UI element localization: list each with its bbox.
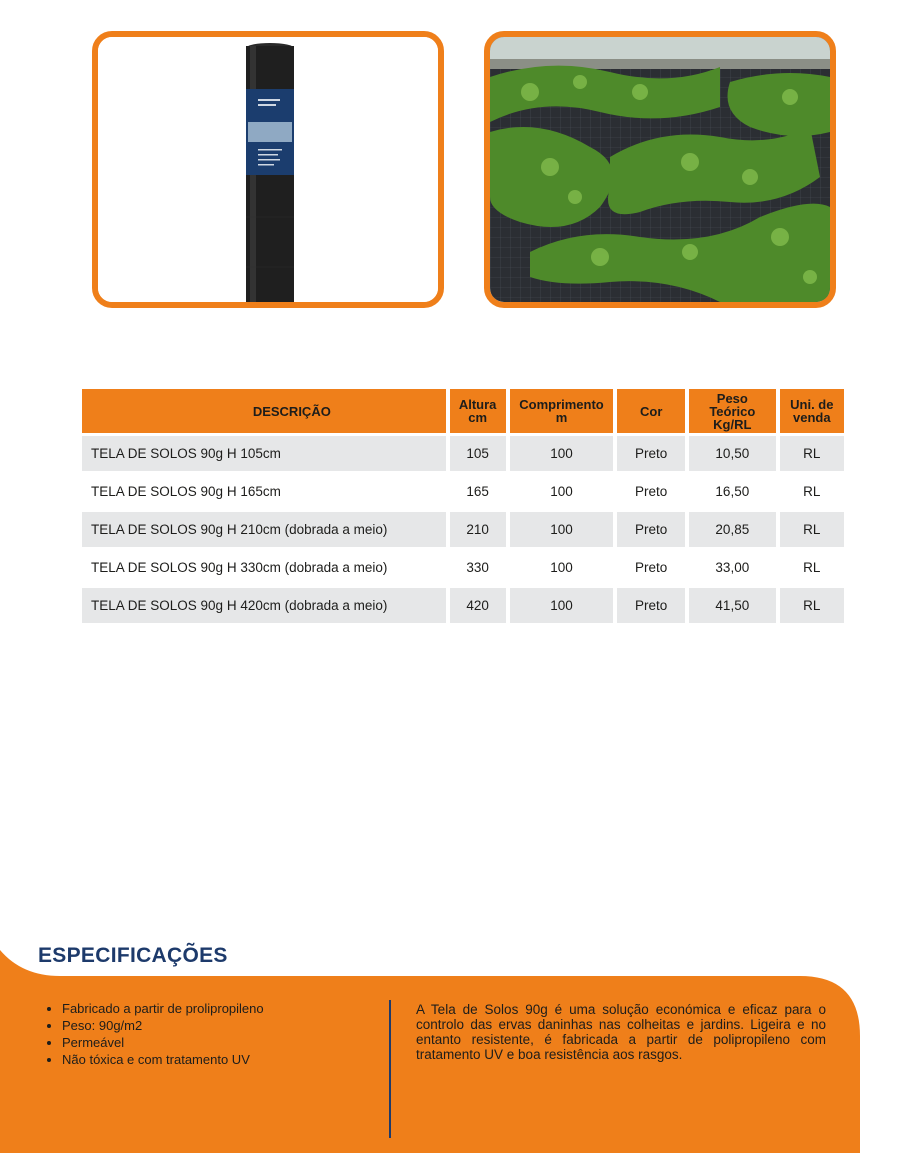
vertical-divider — [389, 1000, 391, 1138]
product-roll-image — [98, 37, 438, 302]
table-row — [82, 436, 844, 471]
cell-unidade: RL — [803, 560, 821, 575]
product-photo-frame — [92, 31, 444, 308]
list-item: Não tóxica e com tratamento UV — [44, 1051, 264, 1068]
table-header-row — [82, 389, 844, 433]
table-row — [82, 550, 844, 585]
cell-altura: 165 — [466, 484, 489, 499]
cell-comprimento: 100 — [550, 560, 573, 575]
header-peso: Peso Teórico Kg/RL — [689, 389, 776, 433]
cell-altura: 105 — [450, 436, 506, 471]
cell-cor: Preto — [635, 484, 668, 499]
cell-unidade: RL — [803, 484, 821, 499]
cell-cor: Preto — [635, 560, 668, 575]
cell-descricao: TELA DE SOLOS 90g H 210cm (dobrada a meio) — [82, 512, 446, 547]
cell-unidade: RL — [780, 512, 844, 547]
cell-peso: 20,85 — [689, 512, 776, 547]
cell-comprimento: 100 — [510, 436, 614, 471]
cell-comprimento: 100 — [510, 588, 614, 623]
cell-cor: Preto — [617, 512, 685, 547]
product-description: A Tela de Solos 90g é uma solução económica e eficaz para o controlo das ervas daninhas nas colheitas e jardins. Ligeira e no entanto resistente, é fabricada a partir de polipropileno com tratamento UV e boa resistência aos rasgos. — [416, 1002, 826, 1062]
specifications-title: ESPECIFICAÇÕES — [38, 944, 228, 967]
ground-cover-field-image — [490, 37, 830, 302]
list-item: Peso: 90g/m2 — [44, 1017, 264, 1034]
header-cor: Cor — [617, 389, 685, 433]
header-descricao: DESCRIÇÃO — [82, 389, 446, 433]
cell-descricao: TELA DE SOLOS 90g H 105cm — [82, 436, 446, 471]
header-comprimento: Comprimento m — [510, 389, 614, 433]
list-item: Fabricado a partir de prolipropileno — [44, 1000, 264, 1017]
cell-altura: 420 — [450, 588, 506, 623]
cell-altura: 210 — [450, 512, 506, 547]
cell-descricao: TELA DE SOLOS 90g H 165cm — [91, 484, 281, 499]
product-table — [78, 386, 848, 626]
header-altura: Altura cm — [450, 389, 506, 433]
cell-altura: 330 — [466, 560, 489, 575]
specifications-list — [44, 1000, 264, 1068]
field-photo-frame — [484, 31, 836, 308]
cell-comprimento: 100 — [510, 512, 614, 547]
cell-unidade: RL — [780, 436, 844, 471]
cell-peso: 33,00 — [715, 560, 750, 575]
cell-descricao: TELA DE SOLOS 90g H 330cm (dobrada a meio) — [91, 560, 388, 575]
cell-descricao: TELA DE SOLOS 90g H 420cm (dobrada a meio) — [82, 588, 446, 623]
cell-peso: 10,50 — [689, 436, 776, 471]
table-row — [82, 474, 844, 509]
cell-peso: 41,50 — [689, 588, 776, 623]
cell-unidade: RL — [780, 588, 844, 623]
cell-cor: Preto — [617, 436, 685, 471]
cell-cor: Preto — [617, 588, 685, 623]
table-row — [82, 588, 844, 623]
list-item: Permeável — [44, 1034, 264, 1051]
cell-comprimento: 100 — [550, 484, 573, 499]
header-unidade: Uni. de venda — [780, 389, 844, 433]
cell-peso: 16,50 — [715, 484, 750, 499]
table-row — [82, 512, 844, 547]
